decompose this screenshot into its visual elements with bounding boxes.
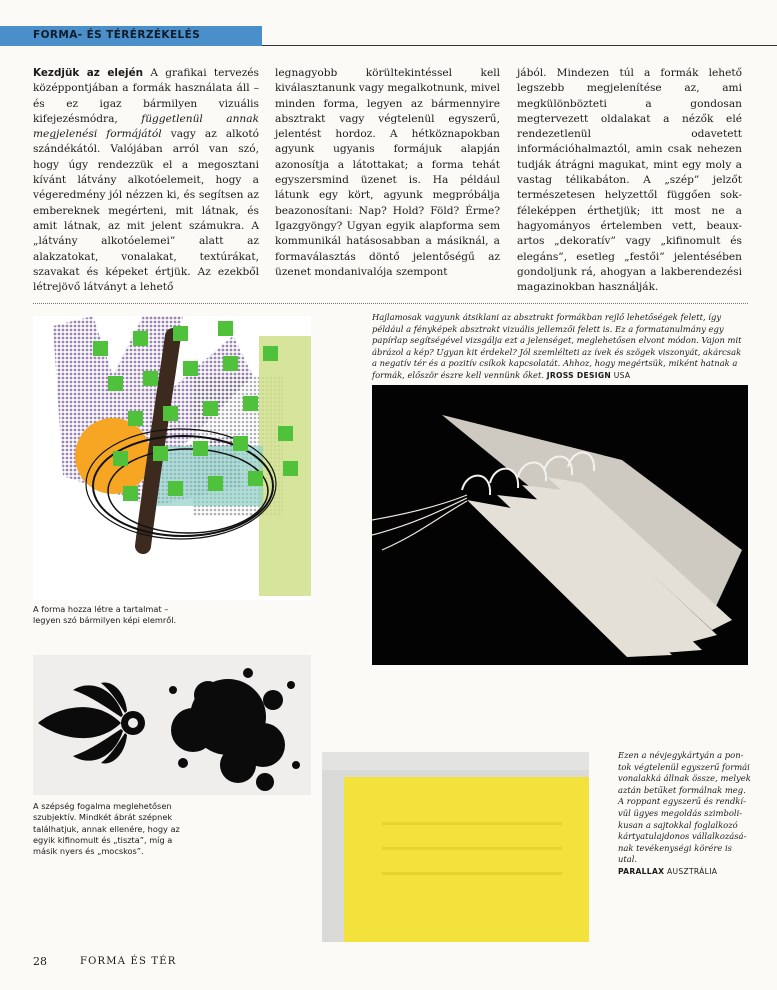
col1-text-a: A grafikai tervezés középpontjában a formák használata áll – és ez igaz bármilyen vizuális kifejezésmódra, bbox=[33, 67, 259, 125]
ornament-and-splash bbox=[33, 655, 311, 795]
section-title: FORMA- ÉS TÉRÉRZÉKELÉS bbox=[33, 29, 201, 41]
credit-figure-2: JROSS DESIGN USA bbox=[546, 370, 631, 380]
figure-abstract-collage bbox=[33, 316, 311, 600]
col1-italic: függetlenül annak megjelenési formájától bbox=[33, 112, 259, 141]
figure-paper-study bbox=[372, 385, 748, 665]
caption-figure-2-text: Hajlamosak vagyunk átsiklani az absztrakt formákban rejlő lehetőségek felett, így például a fényképek absztrakt vizuális jellemzői felett is. Ez a formatanulmány egy papírlap segítségével vizsgálja ezt a jelenséget, meglehetősen elvont módon. Vajon mit ábrázol a kép? Ugyan kit érdekel? Jól szemlélteti az ívek és szögek viszonyát, akárcsak a negatív tér és a pozitív csíkok kapcsolatát. Ahhoz, hogy megértsük, miként hatnak a formák, először észre kell vennünk őket. bbox=[372, 312, 742, 380]
body-column-2: legnagyobb körültekintéssel kell kiválasztanunk vagy megalkotnunk, mivel minden forma, legyen az bármennyire absztrakt vagy végtelenül egyszerű, jelentést hordoz. A hétköznapokban agyunk ugyanis formájuk alapján azonosítja a látottakat; a forma tehát egyszersmind üzenet is. Ha például látunk egy kört, agyunk megpróbálja beazonosítani: Nap? Hold? Föld? Érme? Igazgyöngy? Ugyan egyik alapforma sem kommunikál hatásosabban a másiknál, a formaválasztás döntő jelentőségű az üzenet mondanivalója szempont bbox=[275, 67, 500, 278]
body-column-3: jából. Mindezen túl a formák lehető legszebb megjelenítése az, ami megkülönbözteti a gondosan megtervezett oldalakat a nézők elé rendezetlenül odavetett információhalmaztól, amin csak nehezen tudják átrágni magukat, mint egy moly a vastag télikabáton. A „szép” jelzőt természetesen helyzettől függően sokféleképpen érthetjük; itt most ne a hagyományos értelemben vett, beaux-artos „dekoratív” vagy „kifinomult és elegáns”, esetleg „festői” jelentésében gondoljunk rá, ahogyan a lakberendezési magazinokban használják. bbox=[517, 67, 742, 294]
page-number: 28 bbox=[33, 955, 47, 968]
collage-illustration bbox=[33, 316, 311, 600]
figure-beauty-comparison bbox=[33, 655, 311, 795]
credit-figure-4: PARALLAX AUSZTRÁLIA bbox=[618, 866, 718, 876]
header-rule bbox=[262, 45, 777, 46]
col1-text-b: vagy az alkotó szándékától. Valójában arról van szó, hogy úgy rendezzük el a megosztani kívánt látvány alkotóelemeit, hogy a végeredmény jól nézzen ki, és segítsen az embereknek megérteni, mit látnak, és amit látnak, az mit jelent számukra. A „látvány alkotóelemei” alatt az alakzatokat, vonalakat, textúrákat, szavakat és képeket értjük. Az ezekből létrejövő látványt a lehető bbox=[33, 128, 259, 294]
caption-figure-1: A forma hozza létre a tartalmat – legyen szó bármilyen képi elemről. bbox=[33, 604, 177, 626]
dotted-divider bbox=[33, 303, 748, 304]
caption-figure-3: A szépség fogalma meglehetősen szubjektív. Mindkét ábrát szépnek találhatjuk, annak ellenére, hogy az egyik kifinomult és „tiszta”, míg a másik nyers és „mocskos”. bbox=[33, 801, 180, 857]
lead-in: Kezdjük az elején bbox=[33, 67, 144, 79]
business-card-photo bbox=[322, 752, 589, 942]
running-footer-title: FORMA ÉS TÉR bbox=[80, 956, 177, 967]
paper-study-photo bbox=[372, 385, 748, 665]
figure-business-card bbox=[322, 752, 589, 942]
caption-figure-4 bbox=[618, 750, 753, 878]
body-column-1 bbox=[33, 66, 259, 295]
caption-figure-2 bbox=[372, 312, 748, 382]
caption-figure-4-text: Ezen a névjegykártyán a pontok végtelenül egyszerű formái vonalakká állnak össze, melyek aztán betűket formálnak meg. A roppant egyszerű és rendkívül ügyes megoldás szimbolikusan a sajtokkal foglalkozó kártyatulajdonos vállalkozásának tevékenységi körére is utal. bbox=[618, 750, 751, 865]
